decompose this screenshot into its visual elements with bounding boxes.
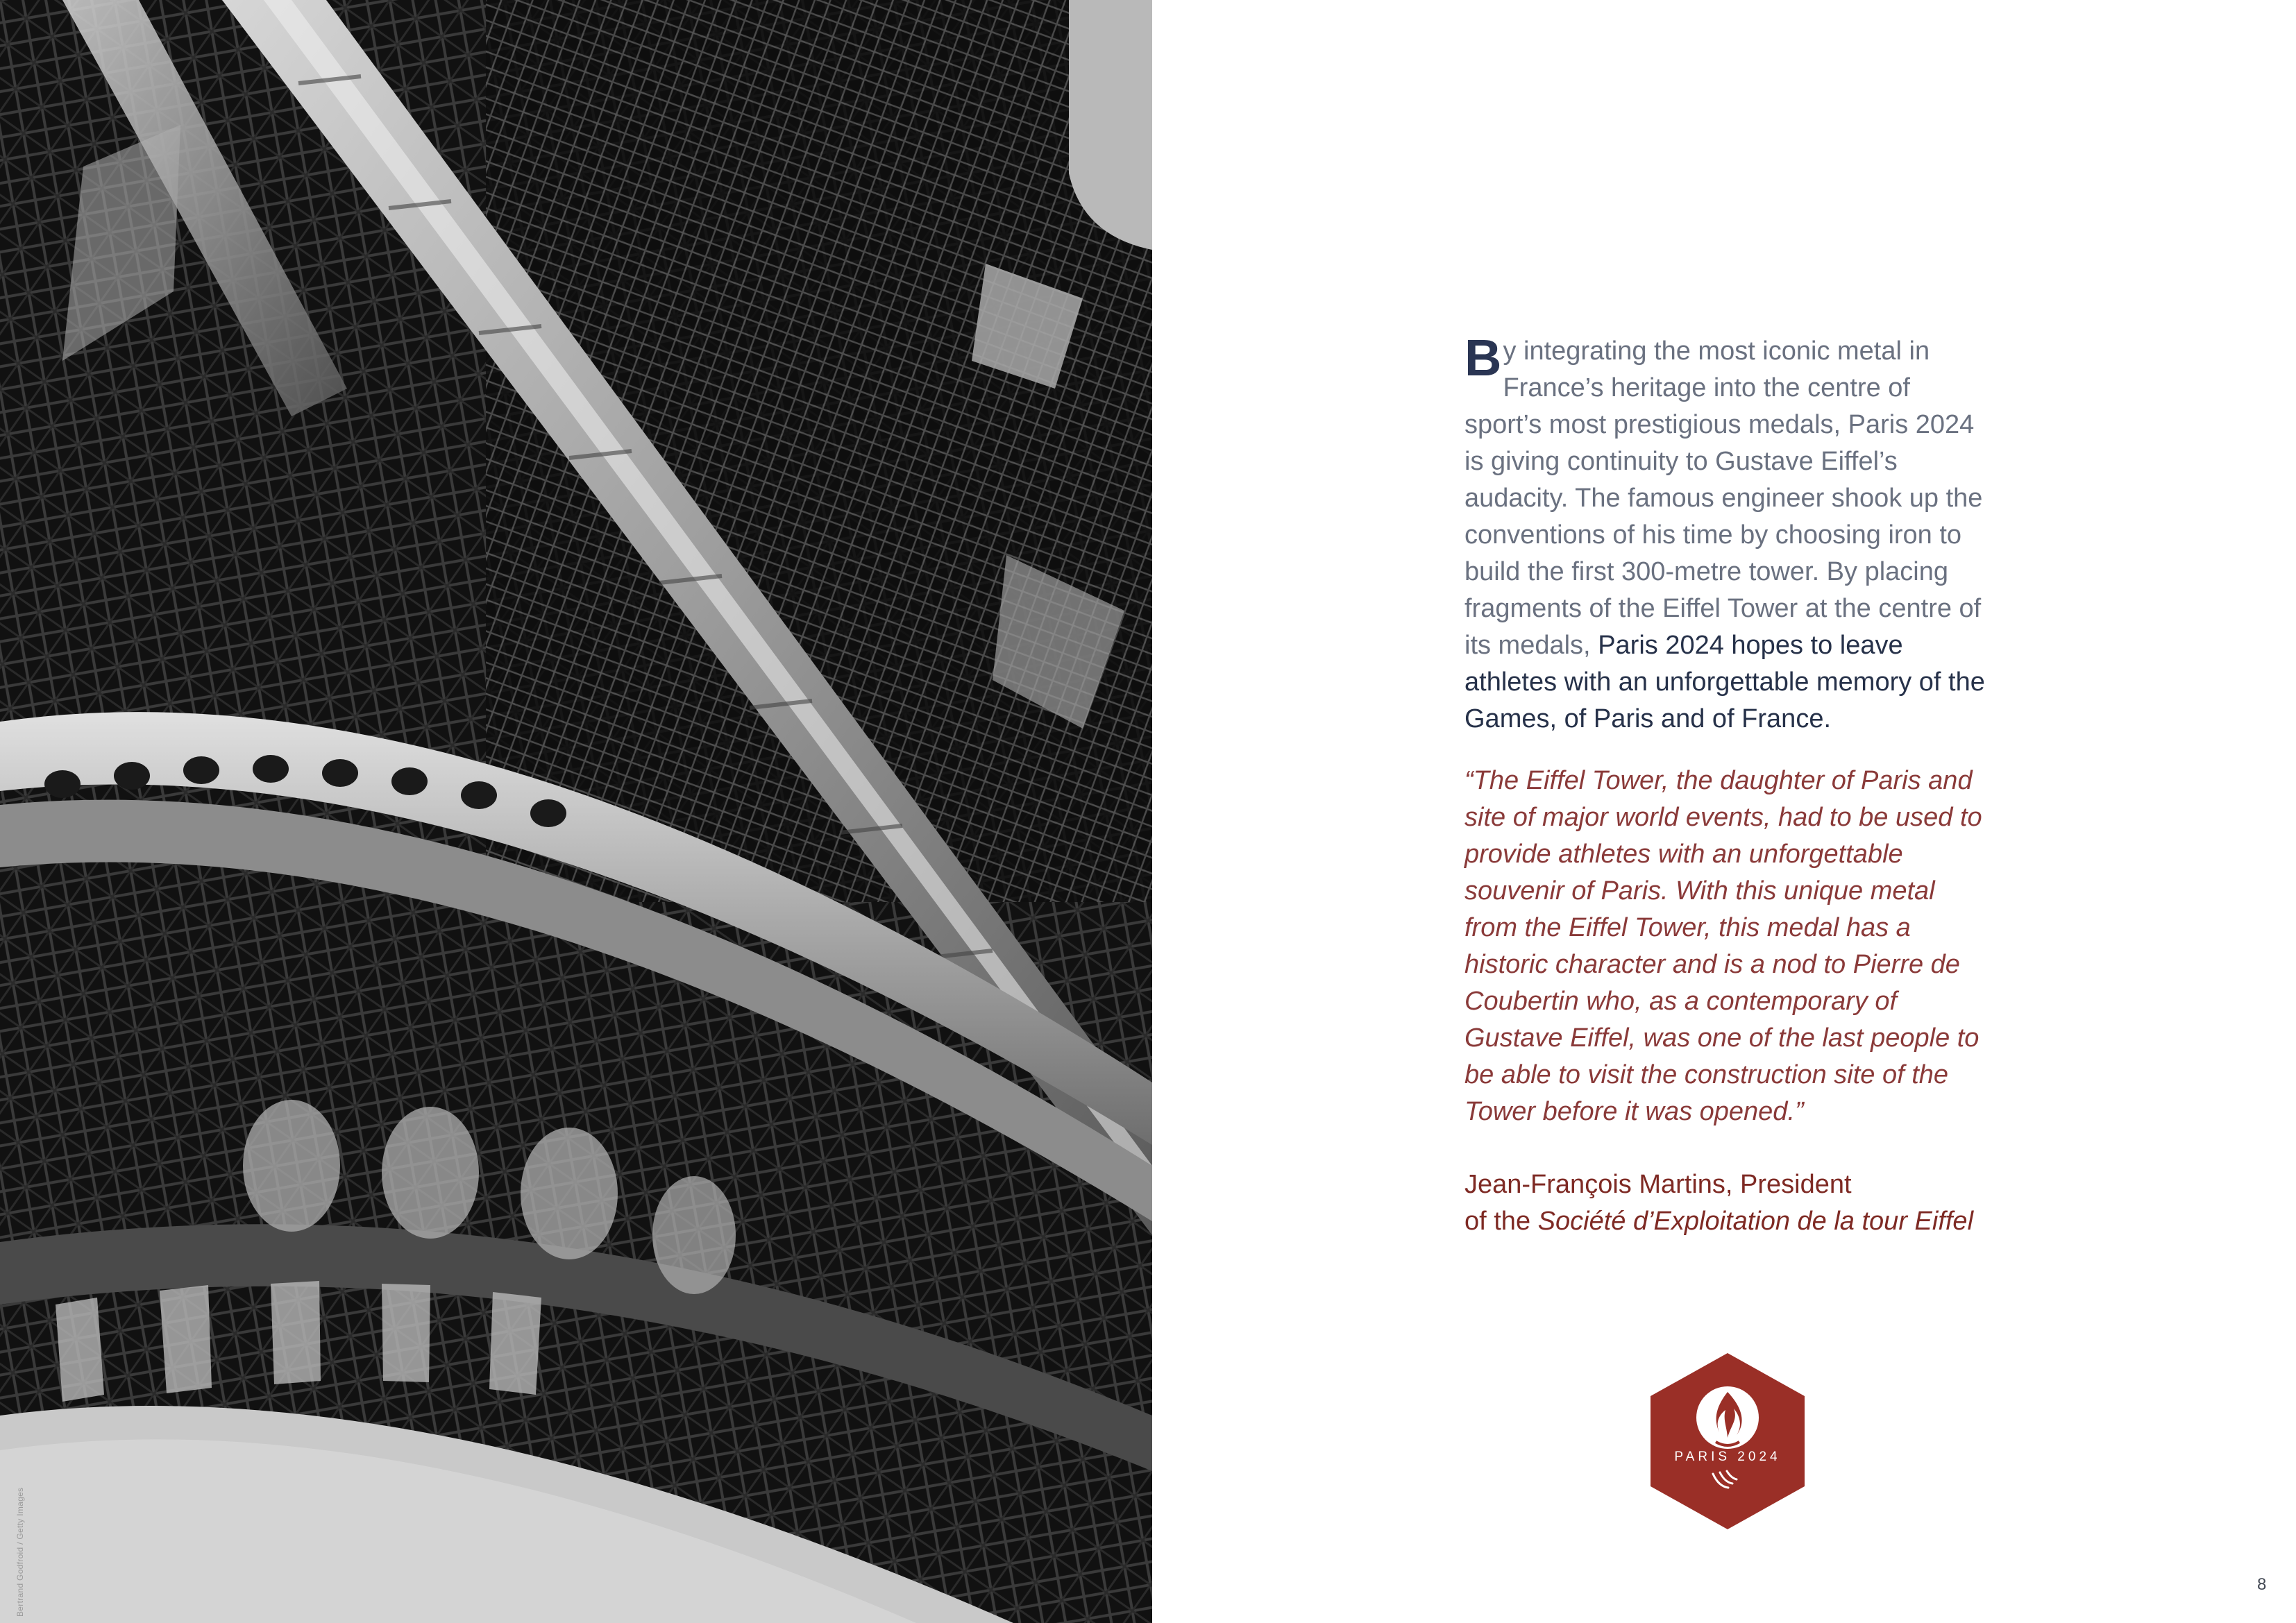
intro-text: y integrating the most iconic metal in France’s heritage into the centre of sport’s most prestigious medals, Paris 2024 is giving continuity to Gustave Eiffel’s audacity. The famous engineer shook up the conventions of his time by choosing iron to build the first 300-metre tower. By placing fragments of the Eiffel Tower at the centre of its medals, bbox=[1464, 337, 1983, 660]
page-number: 8 bbox=[2257, 1575, 2267, 1594]
emblem-hexagon-icon bbox=[1646, 1350, 1809, 1532]
paris-2024-emblem bbox=[1646, 1350, 1809, 1532]
photo-credit: Bertrand Godfroid / Getty Images bbox=[15, 1487, 25, 1617]
intro-highlight: Paris 2024 hopes to leave athletes with an unforgettable memory of the Games, of Paris and of France. bbox=[1464, 631, 1985, 733]
attribution-name: Jean-François Martins, President bbox=[1464, 1170, 1852, 1199]
attribution-prefix: of the bbox=[1464, 1207, 1538, 1236]
attribution-organization: Société d’Exploitation de la tour Eiffel bbox=[1537, 1207, 1974, 1236]
quote-attribution bbox=[1464, 1166, 1992, 1240]
drop-cap: B bbox=[1464, 329, 1502, 386]
pull-quote: “The Eiffel Tower, the daughter of Paris and site of major world events, had to be used to provide athletes with an unforgettable souvenir of Paris. With this unique metal from the Eiffel Tower, this medal has a historic character and is a nod to Pierre de Coubertin who, as a contemporary of Gustave Eiffel, was one of the last people to be able to visit the construction site of the Tower before it was opened.” bbox=[1464, 766, 1982, 1126]
article-content bbox=[1464, 329, 1992, 1240]
emblem-text: PARIS 2024 bbox=[1674, 1450, 1781, 1464]
intro-paragraph bbox=[1464, 329, 1992, 738]
